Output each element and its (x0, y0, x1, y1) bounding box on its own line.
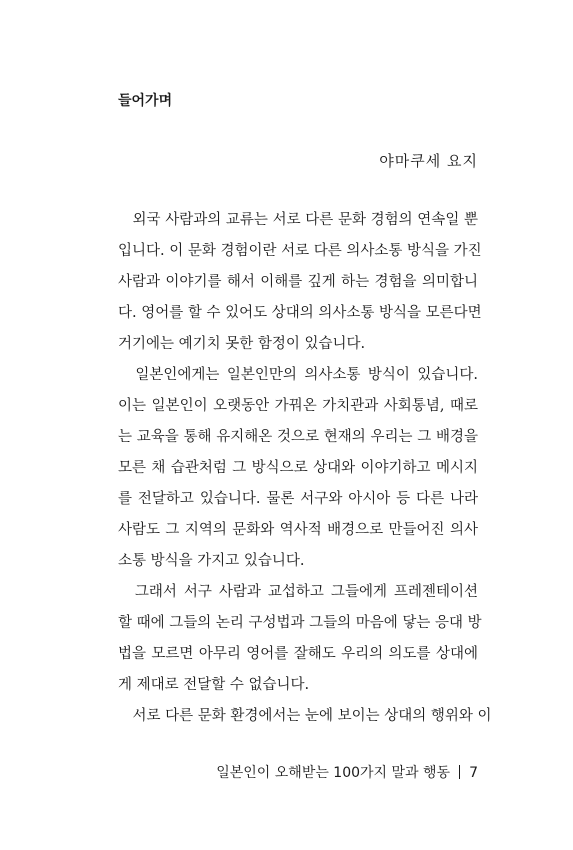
section-label: 들어가며 (118, 93, 173, 109)
text-line: 를 전달하고 있습니다. 물론 서구와 아시아 등 다른 나라 (118, 491, 478, 507)
paragraph (118, 701, 492, 732)
text-line: 모른 채 습관처럼 그 방식으로 상대와 이야기하고 메시지 (118, 460, 478, 476)
text-line: 거기에는 예기치 못한 함정이 있습니다. (118, 336, 366, 352)
text-line: 서로 다른 문화 환경에서는 눈에 보이는 상대의 행위와 이 (118, 708, 492, 724)
text-line: 할 때에 그들의 논리 구성법과 그들의 마음에 닿는 응대 방 (118, 615, 482, 631)
page-footer (216, 762, 478, 782)
text-line: 이는 일본인이 오랫동안 가꿔온 가치관과 사회통념, 때로 (118, 398, 478, 414)
paragraph (118, 205, 482, 360)
footer-divider (459, 765, 460, 779)
page-number: 7 (469, 765, 478, 781)
text-line: 사람도 그 지역의 문화와 역사적 배경으로 만들어진 의사 (118, 522, 478, 538)
body-text (118, 205, 492, 732)
text-line: 소통 방식을 가지고 있습니다. (118, 553, 305, 569)
text-line: 일본인에게는 일본인만의 의사소통 방식이 있습니다. (118, 367, 478, 383)
text-line: 사람과 이야기를 해서 이해를 깊게 하는 경험을 의미합니 (118, 274, 478, 290)
author-name: 야마쿠세 요지 (379, 152, 478, 170)
text-line: 게 제대로 전달할 수 없습니다. (118, 677, 310, 693)
text-line: 다. 영어를 할 수 있어도 상대의 의사소통 방식을 모른다면 (118, 305, 482, 321)
paragraph (118, 577, 482, 701)
paragraph (118, 360, 478, 577)
text-line: 법을 모르면 아무리 영어를 잘해도 우리의 의도를 상대에 (118, 646, 478, 662)
text-line: 는 교육을 통해 유지해온 것으로 현재의 우리는 그 배경을 (118, 429, 478, 445)
running-title: 일본인이 오해받는 100가지 말과 행동 (216, 765, 451, 781)
text-line: 그래서 서구 사람과 교섭하고 그들에게 프레젠테이션 (118, 584, 478, 600)
text-line: 외국 사람과의 교류는 서로 다른 문화 경험의 연속일 뿐 (118, 212, 478, 228)
text-line: 입니다. 이 문화 경험이란 서로 다른 의사소통 방식을 가진 (118, 243, 482, 259)
